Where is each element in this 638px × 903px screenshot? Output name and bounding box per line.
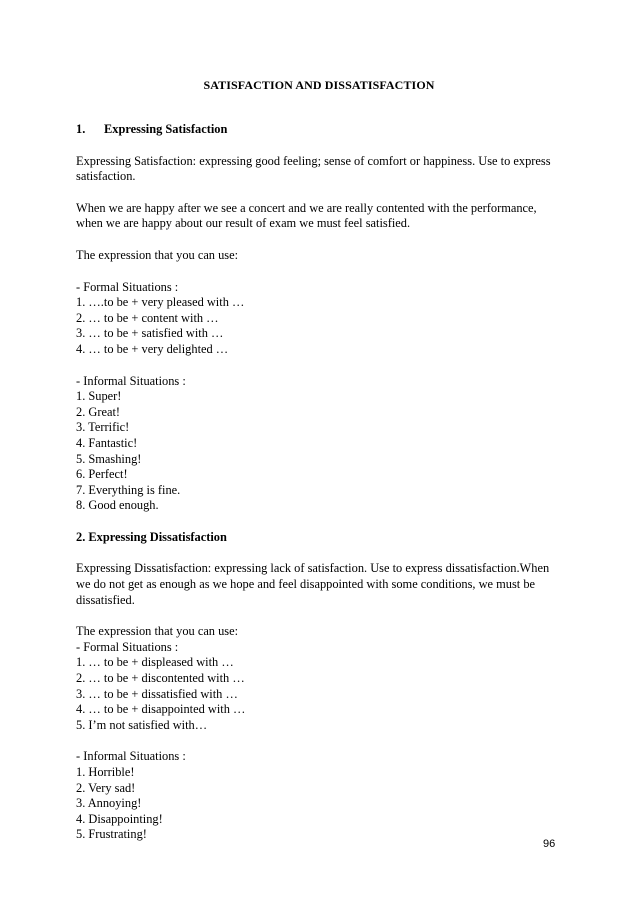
list-item: 2. … to be + content with … xyxy=(76,310,219,325)
section-1-number: 1. xyxy=(76,122,86,136)
list-item: 1. … to be + displeased with … xyxy=(76,655,234,670)
section-1-informal-label: - Informal Situations : xyxy=(76,373,186,388)
list-item: 1. ….to be + very pleased with … xyxy=(76,295,245,310)
section-2-informal-list xyxy=(76,765,566,843)
section-2-expressions-intro: The expression that you can use: xyxy=(76,624,239,639)
list-item: 2. Great! xyxy=(76,404,121,419)
section-1-formal-list xyxy=(76,295,566,357)
list-item: 4. … to be + very delighted … xyxy=(76,341,229,356)
section-2-informal-label: - Informal Situations : xyxy=(76,749,186,764)
page-title: SATISFACTION AND DISSATISFACTION xyxy=(203,78,435,92)
list-item: 2. … to be + discontented with … xyxy=(76,671,245,686)
section-2-formal-label: - Formal Situations : xyxy=(76,639,179,654)
list-item: 1. Horrible! xyxy=(76,765,135,779)
list-item: 3. … to be + dissatisfied with … xyxy=(76,686,238,701)
list-item: 7. Everything is fine. xyxy=(76,482,181,497)
list-item: 8. Good enough. xyxy=(76,498,159,513)
section-1-informal-list xyxy=(76,389,566,514)
section-1-definition: Expressing Satisfaction: expressing good feeling; sense of comfort or happiness. Use to express satisfaction. xyxy=(76,153,551,184)
section-1-heading-text: Expressing Satisfaction xyxy=(104,122,228,136)
list-item: 3. … to be + satisfied with … xyxy=(76,326,224,341)
list-item: 4. Disappointing! xyxy=(76,811,163,826)
list-item: 5. I’m not satisfied with… xyxy=(76,717,208,732)
list-item: 3. Terrific! xyxy=(76,420,130,435)
list-item: 5. Frustrating! xyxy=(76,827,147,842)
list-item: 4. … to be + disappointed with … xyxy=(76,702,246,717)
section-1-expressions-intro: The expression that you can use: xyxy=(76,247,239,262)
list-item: 5. Smashing! xyxy=(76,451,142,466)
list-item: 3. Annoying! xyxy=(76,796,142,811)
section-1-heading xyxy=(76,122,566,138)
document-body xyxy=(76,122,566,843)
list-item: 6. Perfect! xyxy=(76,467,128,482)
section-1-formal-label: - Formal Situations : xyxy=(76,279,179,294)
section-2-formal-list xyxy=(76,655,566,733)
list-item: 4. Fantastic! xyxy=(76,435,138,450)
section-2-heading: 2. Expressing Dissatisfaction xyxy=(76,529,227,544)
list-item: 1. Super! xyxy=(76,389,122,404)
list-item: 2. Very sad! xyxy=(76,780,136,795)
page-number: 96 xyxy=(543,838,556,850)
section-2-definition: Expressing Dissatisfaction: expressing lack of satisfaction. Use to express dissatisfaction.When we do not get as enough as we hope and feel disappointed with some conditions, we must be dissatisfied. xyxy=(76,561,550,607)
section-1-context: When we are happy after we see a concert and we are really contented with the performance, when we are happy about our result of exam we must feel satisfied. xyxy=(76,200,537,231)
